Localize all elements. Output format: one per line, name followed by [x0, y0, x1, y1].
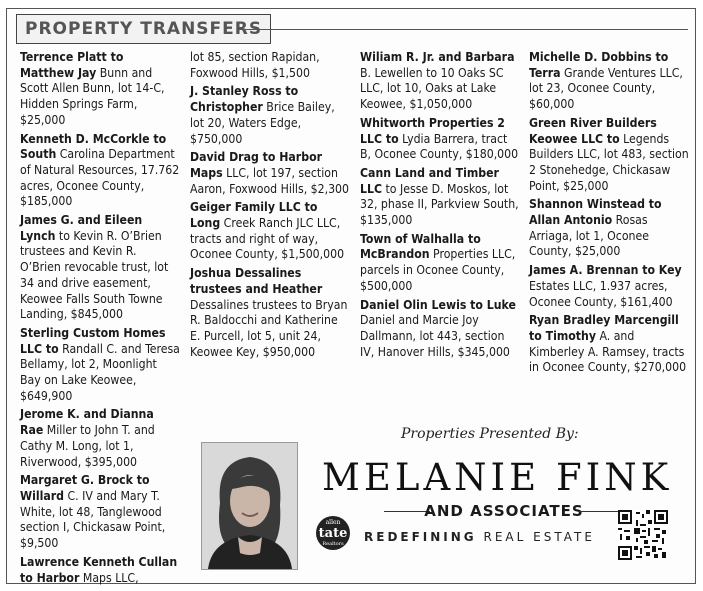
entry-details: to Jesse D. Moskos, lot 32, phase II, Parkview South, $135,000	[360, 181, 519, 228]
entry-names: Jerome K. and Dianna Rae	[20, 407, 154, 438]
entry-details: to Kevin R. O’Brien trustees and Kevin R. O’Brien revocable trust, lot 34 and drive easement, Keowee Falls South Towne Landing, $845,000	[20, 228, 169, 322]
column-4	[529, 50, 689, 379]
tagline-bold: REDEFINING	[364, 530, 477, 544]
entry-details: Daniel and Marcie Joy Dallmann, lot 443, section IV, Hanover Hills, $345,000	[360, 313, 510, 359]
transfer-entry	[529, 50, 689, 113]
tagline	[364, 530, 595, 544]
entry-names: Green River Builders Keowee LLC to	[529, 115, 657, 146]
transfer-entry	[529, 263, 689, 310]
transfer-entry	[190, 266, 350, 360]
entry-names: Shannon Winstead to Allan Antonio	[529, 197, 662, 228]
entry-names: J. Stanley Ross to Christopher	[190, 84, 299, 115]
transfer-entry	[20, 213, 180, 323]
entry-names: Terrence Platt to Matthew Jay	[20, 50, 124, 80]
transfer-entry	[360, 50, 520, 113]
entry-names: Kenneth D. McCorkle to South	[20, 131, 167, 162]
transfer-entry	[190, 50, 350, 81]
transfer-entry	[190, 150, 350, 197]
entry-details: Grande Ventures LLC, lot 23, Oconee County, $60,000	[529, 65, 683, 112]
transfer-entry	[20, 50, 180, 129]
entry-names: Ryan Bradley Marcengill to Timothy	[529, 313, 679, 343]
entry-names: Wiliam R. Jr. and Barbara	[360, 50, 515, 64]
entry-details: lot 85, section Rapidan, Foxwood Hills, $1,500	[190, 50, 320, 80]
transfer-entry	[190, 84, 350, 147]
transfer-entry	[190, 200, 350, 263]
entry-names: Town of Walhalla to McBrandon	[360, 231, 481, 262]
transfer-entry	[20, 132, 180, 211]
entry-details: Carolina Department of Natural Resources, 17.762 acres, Oconee County, $185,000	[20, 147, 180, 209]
transfer-entry	[20, 326, 180, 405]
column-1	[20, 50, 180, 589]
transfer-entry	[360, 116, 520, 163]
transfer-entry	[360, 166, 520, 229]
logo-bottom-text: Realtors	[322, 541, 344, 547]
entry-details: C. IV and Mary T. White, lot 48, Tanglewood section I, Chickasaw Point, $9,500	[20, 488, 166, 551]
transfer-entry	[529, 313, 689, 376]
agent-portrait-icon	[202, 443, 297, 569]
section-header	[16, 14, 688, 44]
presented-by-label: Properties Presented By:	[401, 426, 579, 442]
entry-details: Brice Bailey, lot 20, Waters Edge, $750,000	[190, 100, 335, 146]
entry-names: Margaret G. Brock to Willard	[20, 473, 150, 503]
entry-details: LLC, lot 197, section Aaron, Foxwood Hills, $2,300	[190, 165, 350, 196]
entry-details: Maps LLC,	[79, 570, 139, 585]
agent-advertisement	[196, 420, 688, 580]
transfer-entry	[20, 555, 180, 586]
section-title: PROPERTY TRANSFERS	[16, 14, 271, 44]
logo-main-text: tate	[318, 526, 348, 541]
brand-subtitle: AND ASSOCIATES	[424, 502, 584, 520]
entry-names: James A. Brennan to Key	[529, 263, 682, 278]
agent-photo	[201, 442, 298, 570]
transfer-entry	[529, 197, 689, 260]
entry-names: Michelle D. Dobbins to Terra	[529, 50, 669, 80]
entry-details: B. Lewellen to 10 Oaks SC LLC, lot 10, Oaks at Lake Keowee, $1,050,000	[360, 65, 504, 112]
entry-names: Geiger Family LLC to Long	[190, 200, 318, 231]
entry-details: Legends Builders LLC, lot 483, section 2 Stonehedge, Chickasaw Point, $25,000	[529, 131, 689, 193]
entry-details: Dessalines trustees to Bryan R. Baldocchi and Katherine E. Purcell, lot 5, unit 24, Keowee Key, $950,000	[190, 297, 348, 359]
transfer-entry	[20, 473, 180, 552]
entry-details: Creek Ranch JLC LLC, tracts and right of way, Oconee County, $1,500,000	[190, 216, 345, 262]
header-rule	[238, 29, 688, 30]
transfer-entry	[360, 232, 520, 295]
entry-names: David Drag to Harbor Maps	[190, 150, 323, 180]
entry-details: Rosas Arriaga, lot 1, Oconee County, $25,000	[529, 213, 649, 259]
entry-names: Sterling Custom Homes LLC to	[20, 325, 166, 356]
brand-name: MELANIE FINK	[322, 456, 673, 499]
entry-names: Lawrence Kenneth Cullan to Harbor	[20, 554, 178, 585]
tagline-rest: REAL ESTATE	[476, 530, 595, 544]
entry-names: Daniel Olin Lewis to Luke	[360, 297, 516, 312]
entry-details: Properties LLC, parcels in Oconee County, $500,000	[360, 247, 516, 293]
entry-details: Lydia Barrera, tract B, Oconee County, $180,000	[360, 131, 519, 162]
column-3	[360, 50, 520, 363]
entry-names: Cann Land and Timber LLC	[360, 165, 499, 196]
entry-names: Joshua Dessalines trustees and Heather	[190, 266, 323, 296]
entry-details: Estates LLC, 1.937 acres, Oconee County, $161,400	[529, 278, 673, 309]
entry-details: Miller to John T. and Cathy M. Long, lot 1, Riverwood, $395,000	[20, 423, 155, 469]
entry-details: Bunn and Scott Allen Bunn, lot 14-C, Hidden Springs Farm, $25,000	[20, 65, 165, 127]
qr-code-icon	[618, 510, 668, 560]
entry-details: Randall C. and Teresa Bellamy, lot 2, Moonlight Bay on Lake Keowee, $649,900	[20, 341, 180, 403]
realtor-logo	[316, 516, 350, 550]
logo-top-text: allen	[325, 519, 341, 526]
entry-names: Whitworth Properties 2 LLC to	[360, 115, 505, 146]
transfer-entry	[529, 116, 689, 195]
transfer-entry	[20, 407, 180, 470]
entry-details: A. and Kimberley A. Ramsey, tracts in Oconee County, $270,000	[529, 328, 687, 375]
entry-names: James G. and Eileen Lynch	[20, 213, 143, 243]
column-2	[190, 50, 350, 363]
transfer-entry	[360, 298, 520, 361]
